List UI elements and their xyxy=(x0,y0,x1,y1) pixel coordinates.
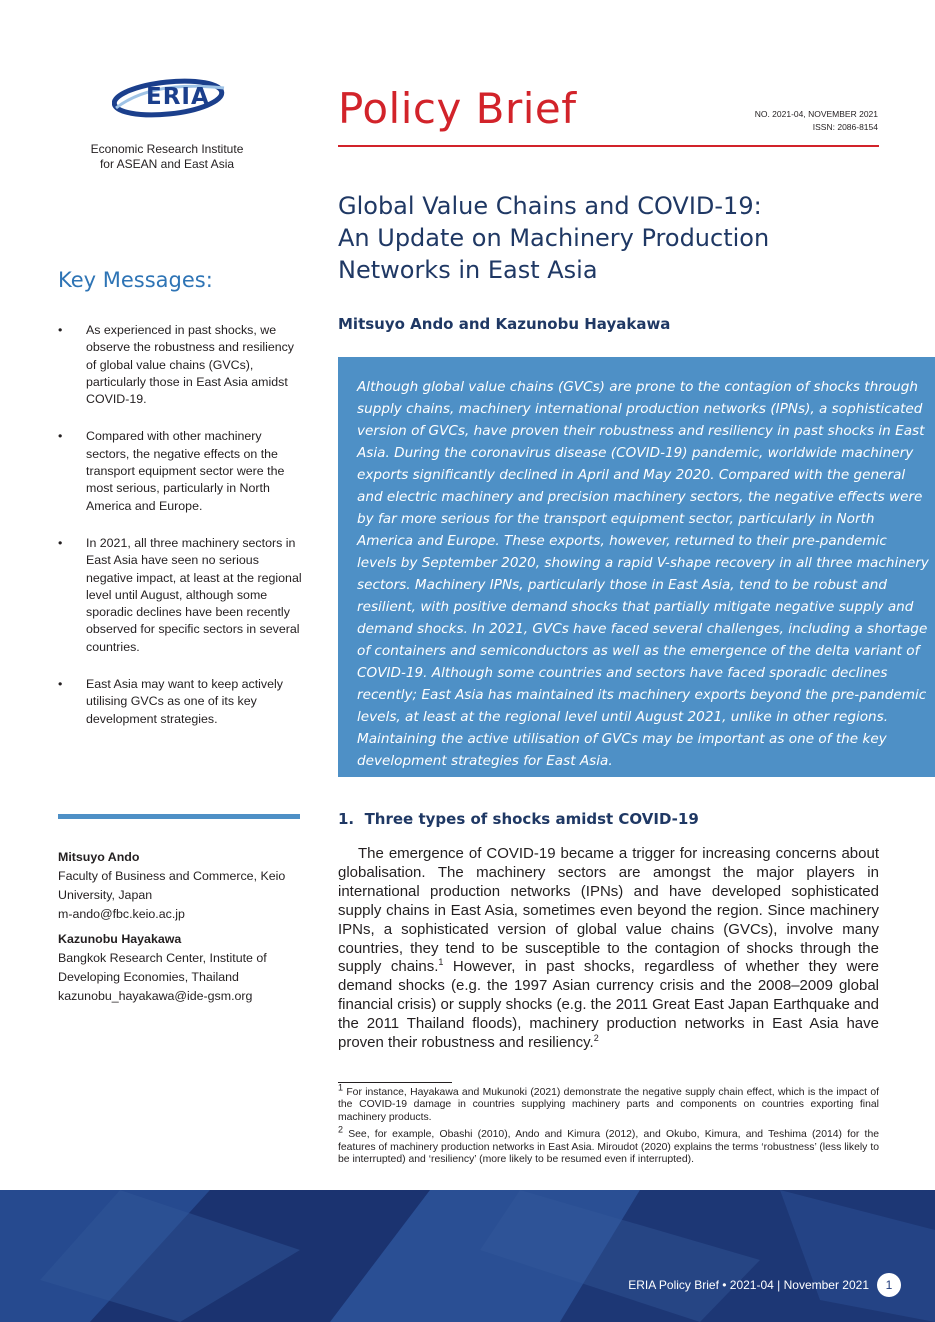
abstract-text: Although global value chains (GVCs) are prone to the contagion of shocks through supply chains, machinery international production networks (IPNs), a sophisticated version of GVCs, have proven their robustness and resiliency in past shocks in East Asia. During the coronavirus disease (COVID-19) pandemic, worldwide machinery exports significantly declined in April and May 2020. Compared with the general and electric machinery and precision machinery sectors, the negative effects were by far more serious for the transport equipment sector, particularly in North America and Europe. These exports, however, returned to their pre-pandemic levels by September 2020, showing a rapid V-shape recovery in all three machinery sectors. Machinery IPNs, particularly those in East Asia, tend to be robust and resilient, with positive demand shocks that partially mitigate negative supply and demand shocks. In 2021, GVCs have faced several challenges, including a shortage of containers and semiconductors as well as the emergence of the delta variant of COVID-19. Although some countries and sectors have faced sporadic declines recently; East Asia has maintained its machinery exports beyond the pre-pandemic levels, at least at the regional level until August 2021, unlike in other regions. Maintaining the active utilisation of GVCs may be important as one of the key development strategies for East Asia. xyxy=(357,379,929,769)
issn: ISSN: 2086-8154 xyxy=(812,122,878,132)
section-heading: 1. Three types of shocks amidst COVID-19 xyxy=(338,810,699,828)
list-item: • In 2021, all three machinery sectors in East Asia have seen no serious negative impact, at least at the regional level until August, although some sporadic declines have been recently observed for specific sectors in several countries. xyxy=(58,535,302,654)
issue-number: NO. 2021-04, NOVEMBER 2021 xyxy=(754,109,878,119)
key-messages-title: Key Messages: xyxy=(58,268,213,292)
organization-name: Economic Research Institute for ASEAN and East Asia xyxy=(90,142,244,171)
footnote-ref-1: 1 xyxy=(438,957,444,968)
list-item: • Compared with other machinery sectors, the negative effects on the transport equipment sector were the most serious, particularly in North America and Europe. xyxy=(58,429,285,513)
article-title: Global Value Chains and COVID-19: An Update on Machinery Production Networks in East Asia xyxy=(338,192,770,284)
issue-meta xyxy=(755,108,878,134)
list-item: • East Asia may want to keep actively utilising GVCs as one of its key development strategies. xyxy=(58,677,283,726)
key-messages-list xyxy=(58,322,302,748)
footnote-divider xyxy=(338,1082,452,1083)
eria-logo-text: ERIA xyxy=(146,84,210,110)
footer-citation: ERIA Policy Brief • 2021-04 | November 2021 xyxy=(628,1278,869,1292)
footnotes xyxy=(338,1082,879,1171)
header-divider xyxy=(338,145,879,147)
series-title: Policy Brief xyxy=(338,84,577,133)
section-body: The emergence of COVID-19 became a trigger for increasing concerns about globalisation. The machinery sectors are amongst the major players in international production networks (IPNs) and have developed sophisticated supply chains in East Asia, sometimes even beyond the region. Since machinery IPNs, a sophisticated version of global value chains (GVCs), involve many countries, they tend to be susceptible to the contagion of shocks through the supply chains.$^1$ However, in past shocks, regardless of whether they were demand shocks (e.g. the 1997 Asian currency crisis and the 2008–2009 global financial crisis) or supply shocks (e.g. the 2011 Great East Japan Earthquake and the 2011 Thailand floods), machinery production networks in East Asia have proven their robustness and resiliency.$^2$ xyxy=(338,845,880,1052)
author-2-email: kazunobu_hayakawa@ide-gsm.org xyxy=(58,989,253,1003)
bullet-icon: • xyxy=(58,429,63,444)
article-authors: Mitsuyo Ando and Kazunobu Hayakawa xyxy=(338,315,671,333)
author-1-name: Mitsuyo Ando xyxy=(58,850,140,864)
page-number: 1 xyxy=(877,1273,901,1297)
sidebar-divider xyxy=(58,814,300,819)
footnote-2: $^2$ See, for example, Obashi (2010), Ando and Kimura (2012), and Okubo, Kimura, and Teshima (2014) for the features of machinery production networks in East Asia. Miroudot (2020) explains the terms ‘robustness’ (less likely to be interrupted) and ‘resiliency’ (more likely to be resumed even if interrupted). xyxy=(338,1124,879,1166)
bullet-icon: • xyxy=(58,677,63,692)
footer-band xyxy=(0,1190,935,1322)
footnote-ref-2: 2 xyxy=(593,1033,599,1044)
author-contact-info: Mitsuyo Ando Faculty of Business and Commerce, Keio University, Japan m-ando@fbc.keio.ac.jp Kazunobu Hayakawa Bangkok Research Center, Institute of Developing Economies, Thailand kazunobu_hayakawa@ide-gsm.org xyxy=(58,848,308,1006)
author-1-email: m-ando@fbc.keio.ac.jp xyxy=(58,907,185,921)
bullet-icon: • xyxy=(58,535,63,550)
footnote-1: $^1$ For instance, Hayakawa and Mukunoki (2021) demonstrate the negative supply chain effect, which is the impact of the COVID-19 damage in countries supplying machinery parts and components on countries exporting final machinery products. xyxy=(338,1082,879,1123)
author-2-name: Kazunobu Hayakawa xyxy=(58,932,182,946)
bullet-icon: • xyxy=(58,323,63,337)
list-item: • As experienced in past shocks, we observe the robustness and resiliency of global value chains (GVCs), particularly those in East Asia amidst COVID-19. xyxy=(58,323,295,407)
footer-pattern-icon xyxy=(0,1190,935,1322)
